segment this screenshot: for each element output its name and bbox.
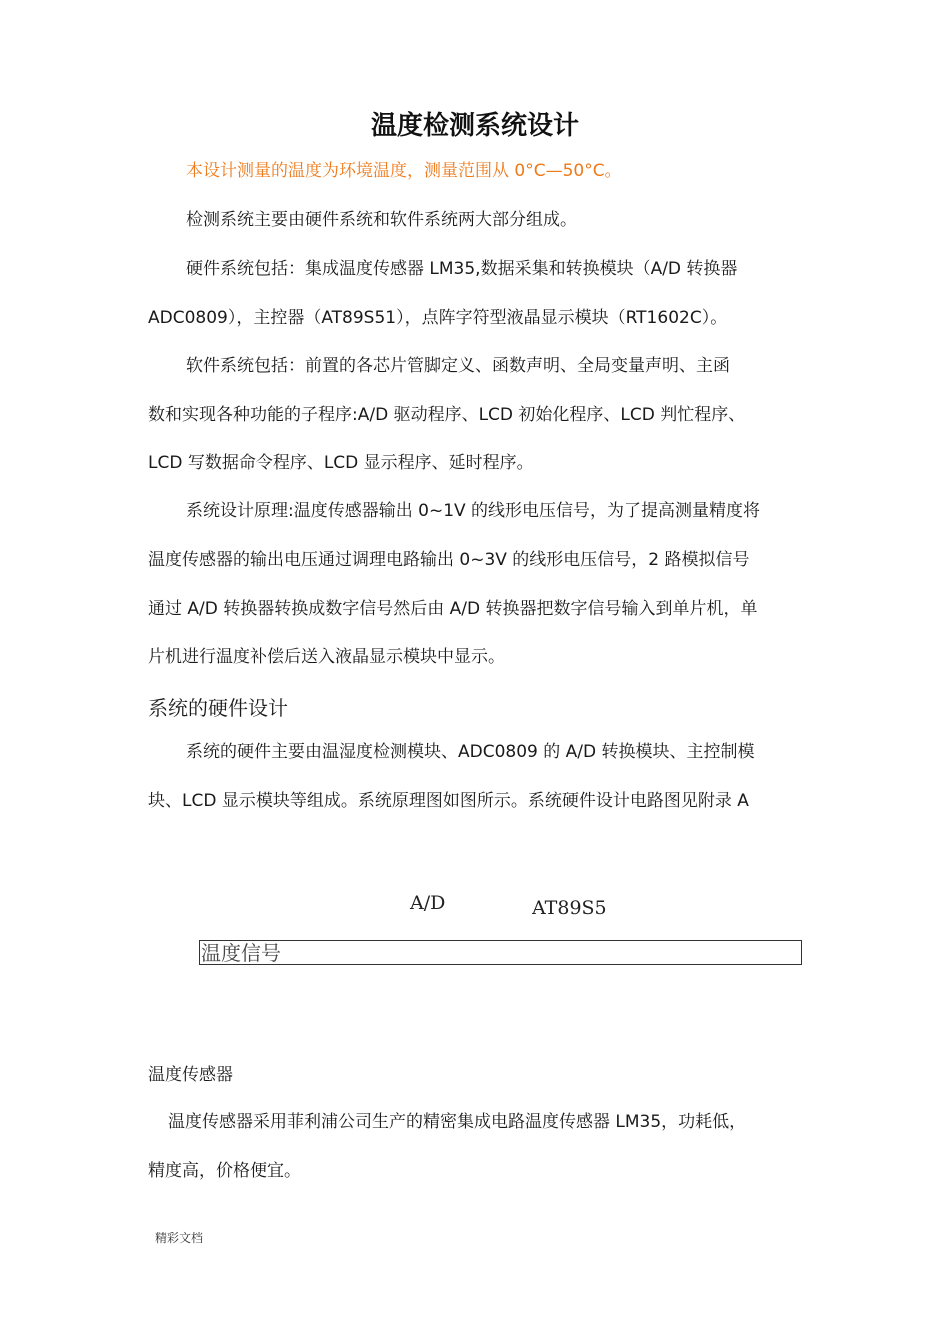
diagram-mcu-label: AT89S5 — [532, 897, 607, 916]
sensor-section-line-2: 精度高，价格便宜。 — [148, 1161, 301, 1181]
principle-paragraph-line-4: 片机进行温度补偿后送入液晶显示模块中显示。 — [148, 647, 505, 667]
hardware-section-line-1: 系统的硬件主要由温湿度检测模块、ADC0809 的 A/D 转换模块、主控制模 — [186, 742, 755, 762]
hardware-section-line-2: 块、LCD 显示模块等组成。系统原理图如图所示。系统硬件设计电路图见附录 A — [148, 791, 749, 811]
software-paragraph-line-2: 数和实现各种功能的子程序:A/D 驱动程序、LCD 初始化程序、LCD 判忙程序、 — [148, 405, 746, 425]
software-paragraph-line-3: LCD 写数据命令程序、LCD 显示程序、延时程序。 — [148, 453, 534, 473]
page-footer: 精彩文档 — [155, 1231, 204, 1245]
software-paragraph-line-1: 软件系统包括：前置的各芯片管脚定义、函数声明、全局变量声明、主函 — [186, 356, 730, 376]
components-paragraph: 检测系统主要由硬件系统和软件系统两大部分组成。 — [186, 210, 577, 230]
range-paragraph: 本设计测量的温度为环境温度，测量范围从 0°C—50°C。 — [186, 161, 622, 181]
sensor-section-heading: 温度传感器 — [148, 1065, 233, 1085]
principle-paragraph-line-2: 温度传感器的输出电压通过调理电路输出 0~3V 的线形电压信号，2 路模拟信号 — [148, 550, 750, 570]
hardware-paragraph-line-2: ADC0809），主控器（AT89S51），点阵字符型液晶显示模块（RT1602C）。 — [148, 308, 728, 328]
sensor-section-line-1: 温度传感器采用菲利浦公司生产的精密集成电路温度传感器 LM35，功耗低， — [168, 1112, 747, 1132]
hardware-section-heading: 系统的硬件设计 — [148, 696, 288, 720]
principle-paragraph-line-1: 系统设计原理:温度传感器输出 0~1V 的线形电压信号，为了提高测量精度将 — [186, 501, 761, 521]
diagram-signal-label: 温度信号 — [201, 941, 281, 965]
diagram-ad-label: A/D — [410, 892, 446, 914]
hardware-paragraph-line-1: 硬件系统包括：集成温度传感器 LM35,数据采集和转换模块（A/D 转换器 — [186, 259, 738, 279]
document-title: 温度检测系统设计 — [370, 111, 579, 141]
diagram-signal-box — [199, 940, 802, 965]
principle-paragraph-line-3: 通过 A/D 转换器转换成数字信号然后由 A/D 转换器把数字信号输入到单片机，单 — [148, 599, 758, 619]
